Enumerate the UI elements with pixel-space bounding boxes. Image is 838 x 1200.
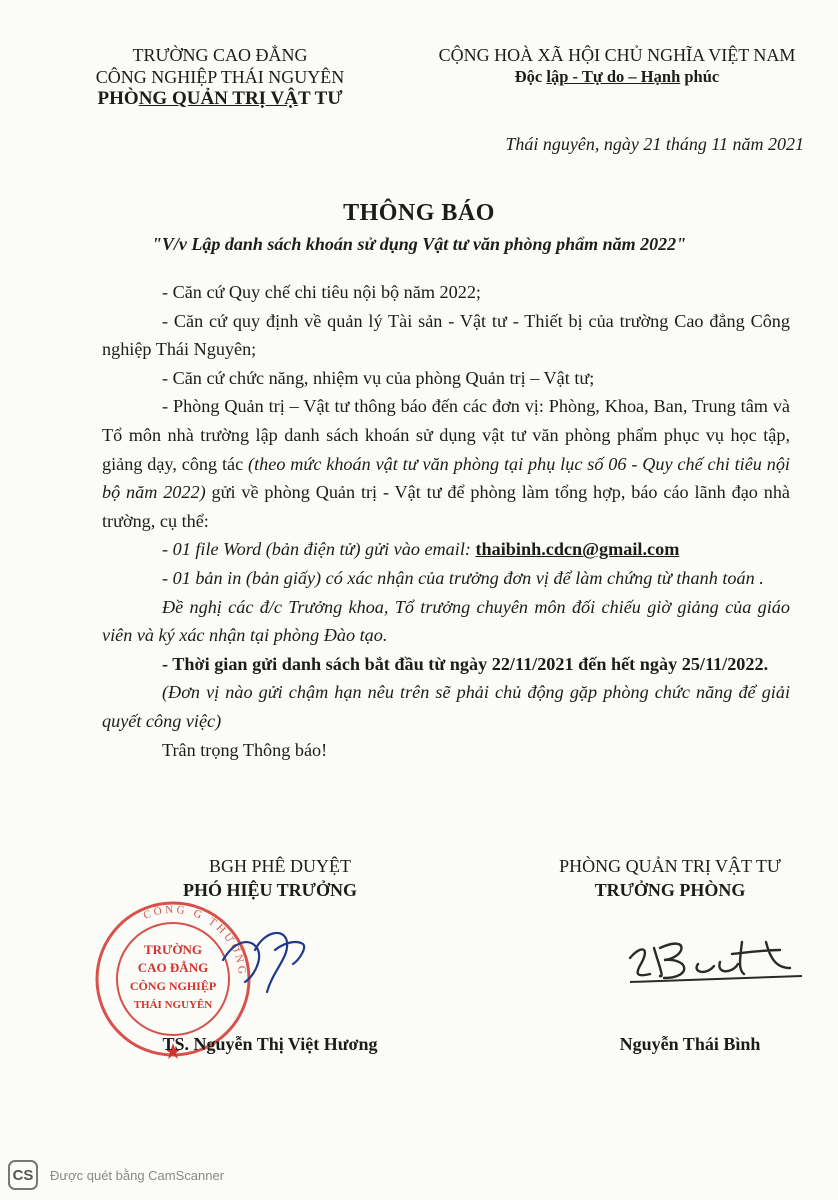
scanner-watermark-text: Được quét bằng CamScanner [50, 1168, 225, 1183]
head-signature [620, 928, 810, 988]
approval-role: PHÓ HIỆU TRƯỞNG [182, 880, 357, 900]
paragraph-request: Đề nghị các đ/c Trưởng khoa, Tổ trưởng chuyên môn đối chiếu giờ giảng của giáo viên và ký xác nhận tại phòng Đào tạo. [102, 596, 790, 646]
paragraph-announcement: - Phòng Quản trị – Vật tư thông báo đến các đơn vị: Phòng, Khoa, Ban, Trung tâm và Tổ môn nhà trường lập danh sách khoán sử dụng vật tư văn phòng phẩm phục vụ học tập, giảng dạy, công tác (theo mức khoán vật tư văn phòng tại phụ lục số 06 - Quy chế chi tiêu nội bộ năm 2022) gửi về phòng Quản trị - Vật tư để phòng làm tổng hợp, báo cáo lãnh đạo nhà trường, cụ thể: [102, 396, 790, 531]
paragraph-deadline: - Thời gian gửi danh sách bắt đầu từ ngày 22/11/2021 đến hết ngày 25/11/2022. [162, 653, 769, 674]
paragraph-note: (Đơn vị nào gửi chậm hạn nêu trên sẽ phải chủ động gặp phòng chức năng để giải quyết công việc) [102, 682, 790, 731]
document-title: THÔNG BÁO [343, 200, 495, 226]
department-role: TRƯỞNG PHÒNG [594, 880, 746, 900]
issuer-block [70, 44, 370, 110]
paragraph-basis-1: - Căn cứ Quy chế chi tiêu nội bộ năm 2022; [162, 282, 481, 302]
issuer-line-2: CÔNG NGHIỆP THÁI NGUYÊN [95, 67, 345, 87]
issuer-line-3: PHÒNG QUẢN TRỊ VẬT TƯ [97, 88, 343, 109]
vice-rector-name: TS. Nguyễn Thị Việt Hương [162, 1034, 378, 1054]
document-subject: "V/v Lập danh sách khoán sử dụng Vật tư văn phòng phẩm năm 2022" [151, 234, 687, 254]
national-heading [412, 44, 822, 88]
issuer-line-1: TRƯỜNG CAO ĐẲNG [132, 45, 308, 65]
camscanner-logo-icon: CS [8, 1160, 38, 1190]
head-name: Nguyễn Thái Bình [619, 1034, 761, 1054]
department-title: PHÒNG QUẢN TRỊ VẬT TƯ [559, 856, 781, 876]
national-motto: Độc lập - Tự do – Hạnh phúc [514, 67, 720, 86]
seal-line-3: CÔNG NGHIỆP [129, 979, 217, 993]
paragraph-word-file: - 01 file Word (bản điện tử) gửi vào email: thaibinh.cdcn@gmail.com [162, 539, 680, 560]
dateline: Thái nguyên, ngày 21 tháng 11 năm 2021 [505, 134, 804, 154]
email-link[interactable]: thaibinh.cdcn@gmail.com [475, 539, 680, 560]
paragraph-basis-2: - Căn cứ quy định về quản lý Tài sản - Vật tư - Thiết bị của trường Cao đẳng Công nghiệp Thái Nguyên; [102, 310, 790, 360]
seal-line-4: THÁI NGUYÊN [133, 999, 213, 1011]
paragraph-basis-3: - Căn cứ chức năng, nhiệm vụ của phòng Quản trị – Vật tư; [162, 367, 595, 388]
document-body [102, 278, 790, 764]
seal-line-1: TRƯỜNG [143, 942, 203, 957]
seal-line-2: CAO ĐẲNG [137, 960, 209, 975]
closing-line: Trân trọng Thông báo! [162, 739, 328, 760]
seal-ring-text: CÔNG G THƯƠNG [141, 903, 249, 978]
vice-rector-signature [215, 920, 315, 1000]
national-name: CỘNG HOÀ XÃ HỘI CHỦ NGHĨA VIỆT NAM [438, 45, 796, 65]
paragraph-printed-copy: - 01 bản in (bản giấy) có xác nhận của trưởng đơn vị để làm chứng từ thanh toán . [162, 567, 764, 588]
approval-title: BGH PHÊ DUYỆT [209, 856, 351, 876]
